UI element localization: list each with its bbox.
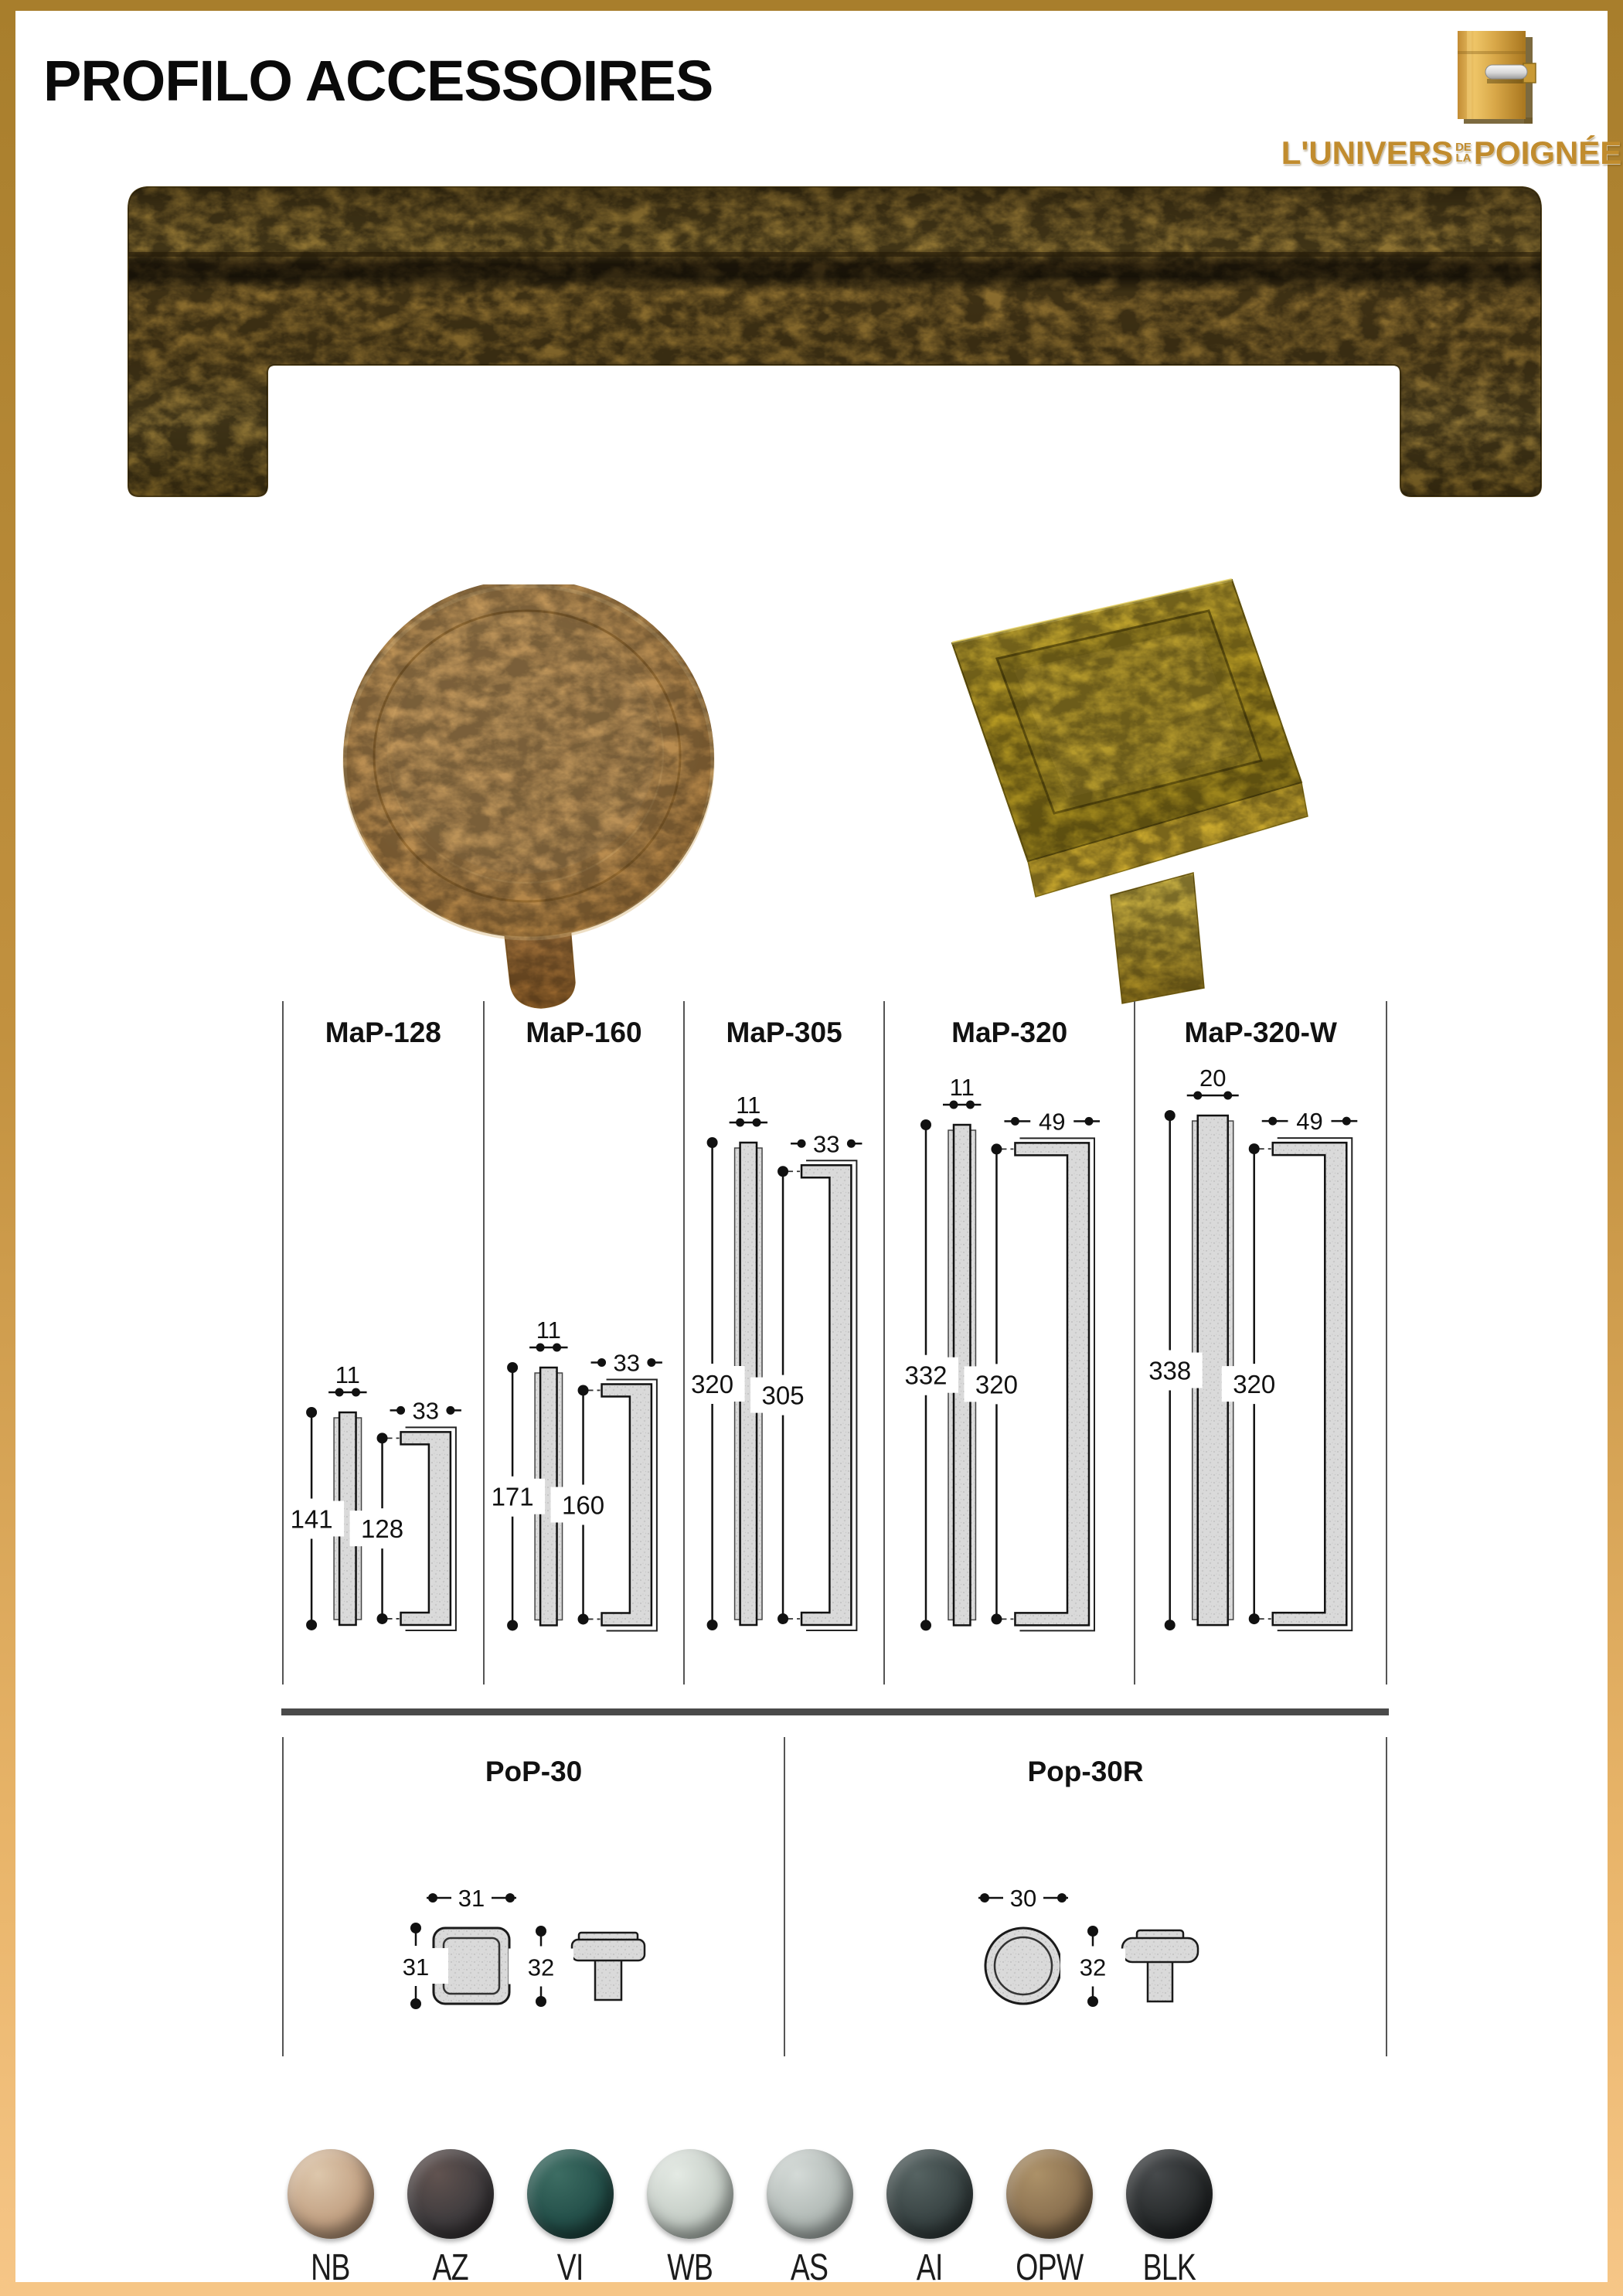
- finish-swatch-AZ: [390, 2149, 510, 2289]
- model-name: MaP-320: [951, 1017, 1068, 1048]
- section-divider-bar: [281, 1708, 1389, 1715]
- svg-text:49: 49: [1296, 1108, 1324, 1136]
- svg-text:20: 20: [1199, 1065, 1227, 1092]
- model-name: PoP-30: [485, 1756, 583, 1787]
- finish-swatch-VI: [510, 2149, 630, 2289]
- svg-text:332: 332: [904, 1361, 948, 1390]
- brand-word-univers: L'UNIVERS: [1281, 135, 1454, 171]
- swatch-label: AS: [791, 2247, 829, 2288]
- svg-text:33: 33: [613, 1349, 640, 1377]
- svg-text:171: 171: [491, 1482, 534, 1511]
- svg-text:11: 11: [949, 1074, 975, 1101]
- svg-text:49: 49: [1038, 1108, 1066, 1136]
- swatch-color: [767, 2149, 853, 2239]
- technical-drawing: [380, 1859, 689, 2045]
- svg-text:128: 128: [361, 1514, 404, 1544]
- swatch-label: VI: [556, 2247, 584, 2288]
- pop-column-PoP-30: [284, 1737, 785, 2056]
- svg-text:32: 32: [1079, 1954, 1107, 1981]
- swatch-color: [886, 2149, 973, 2239]
- svg-text:11: 11: [536, 1317, 561, 1344]
- square-knob-photo: [937, 558, 1323, 1014]
- svg-text:30: 30: [1009, 1885, 1037, 1912]
- map-table: [282, 1001, 1387, 1685]
- swatch-color: [407, 2149, 494, 2239]
- finish-swatch-AS: [750, 2149, 869, 2289]
- model-name: Pop-30R: [1027, 1756, 1144, 1787]
- model-name: MaP-305: [726, 1017, 842, 1048]
- brand-word-dela: DE LA: [1455, 141, 1472, 165]
- map-column-MaP-305: [685, 1001, 885, 1685]
- svg-text:160: 160: [561, 1490, 604, 1520]
- technical-drawing: [485, 1307, 684, 1640]
- svg-text:31: 31: [402, 1954, 430, 1981]
- svg-text:33: 33: [412, 1397, 439, 1425]
- content-area: [15, 11, 1622, 2288]
- map-column-MaP-320-W: [1135, 1001, 1387, 1685]
- map-column-MaP-320: [885, 1001, 1136, 1685]
- svg-text:320: 320: [691, 1370, 734, 1398]
- swatch-color: [288, 2149, 374, 2239]
- map-column-MaP-160: [485, 1001, 686, 1685]
- svg-text:141: 141: [290, 1504, 333, 1534]
- finish-swatch-OPW: [989, 2149, 1109, 2289]
- swatch-label: OPW: [1015, 2247, 1084, 2288]
- swatch-color: [1126, 2149, 1213, 2239]
- svg-text:11: 11: [736, 1092, 761, 1119]
- swatch-label: NB: [311, 2247, 350, 2288]
- page-title: PROFILO ACCESSOIRES: [43, 49, 713, 113]
- svg-text:338: 338: [1148, 1356, 1192, 1385]
- swatch-label: WB: [667, 2247, 713, 2288]
- technical-drawing: [885, 1065, 1135, 1640]
- round-knob-photo: [334, 584, 724, 1021]
- svg-text:33: 33: [813, 1130, 840, 1158]
- handle-photo: [124, 178, 1546, 522]
- finish-swatch-WB: [630, 2149, 750, 2289]
- svg-text:11: 11: [335, 1361, 360, 1388]
- technical-drawing: [1135, 1055, 1386, 1640]
- brand-logo: [1274, 135, 1623, 172]
- swatch-label: AZ: [432, 2247, 468, 2288]
- model-name: MaP-160: [526, 1017, 642, 1048]
- swatch-color: [527, 2149, 614, 2239]
- logo-door-icon: [1444, 25, 1540, 128]
- finish-swatch-BLK: [1109, 2149, 1229, 2289]
- model-name: MaP-128: [325, 1017, 441, 1048]
- model-name: MaP-320-W: [1184, 1017, 1337, 1048]
- pop-table: [282, 1737, 1387, 2056]
- technical-drawing: [685, 1082, 883, 1640]
- svg-text:32: 32: [527, 1954, 555, 1981]
- finish-swatch-AI: [869, 2149, 989, 2289]
- swatch-color: [647, 2149, 733, 2239]
- technical-drawing: [284, 1352, 483, 1640]
- svg-text:320: 320: [975, 1370, 1018, 1399]
- finish-swatch-NB: [270, 2149, 390, 2289]
- finish-swatches: [270, 2149, 1229, 2289]
- svg-text:320: 320: [1233, 1370, 1276, 1399]
- brand-word-poignee: POIGNÉE: [1473, 135, 1622, 171]
- pop-column-Pop-30R: [785, 1737, 1387, 2056]
- svg-text:31: 31: [458, 1885, 485, 1912]
- map-column-MaP-128: [284, 1001, 485, 1685]
- swatch-color: [1006, 2149, 1093, 2239]
- svg-text:305: 305: [761, 1381, 805, 1410]
- swatch-label: BLK: [1142, 2247, 1196, 2288]
- swatch-label: AI: [916, 2247, 943, 2288]
- technical-drawing: [932, 1859, 1241, 2045]
